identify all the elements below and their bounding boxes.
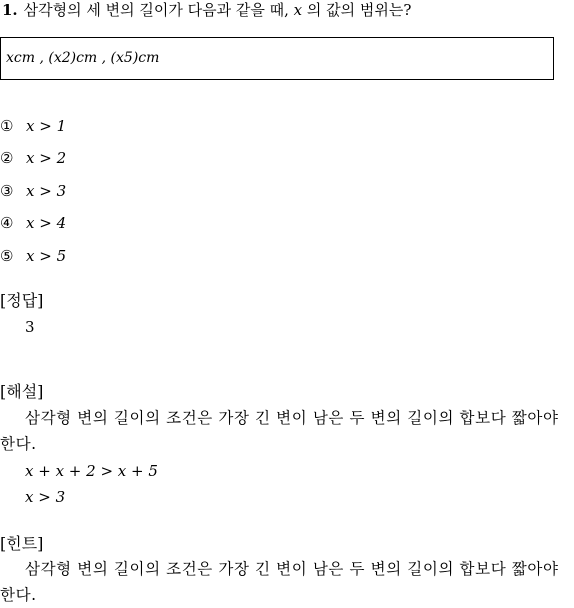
choice-1[interactable] [0, 116, 66, 136]
given-lengths-text: xcm , (x2)cm , (x5)cm [6, 50, 160, 66]
answer-label: [정답] [0, 291, 44, 310]
explanation-text: 삼각형 변의 길이의 조건은 가장 긴 변이 남은 두 변의 길이의 합보다 짧아야 한다. [0, 409, 559, 453]
choice-expression: x > 4 [26, 214, 67, 232]
choice-4[interactable] [0, 213, 66, 233]
question-variable: x [293, 1, 303, 19]
choice-marker: ④ [0, 214, 14, 232]
choice-marker: ② [0, 149, 14, 167]
hint-text: 삼각형 변의 길이의 조건은 가장 긴 변이 남은 두 변의 길이의 합보다 짧아야 한다. [0, 560, 559, 604]
choice-5[interactable] [0, 246, 66, 266]
choice-expression: x > 2 [26, 149, 67, 167]
given-lengths-box [0, 37, 554, 80]
choice-3[interactable] [0, 181, 66, 201]
choice-marker: ⑤ [0, 247, 14, 265]
choice-marker: ③ [0, 182, 14, 200]
explanation-label: [해설] [0, 382, 44, 401]
choice-expression: x > 3 [26, 182, 67, 200]
answer-value: 3 [25, 318, 35, 336]
hint-label: [힌트] [0, 534, 44, 553]
explanation-equation-1: x + x + 2 > x + 5 [25, 462, 158, 480]
question-text-after: 의 값의 범위는? [306, 1, 412, 19]
choice-2[interactable] [0, 148, 66, 168]
choice-expression: x > 1 [26, 117, 67, 135]
question-text-before: 삼각형의 세 변의 길이가 다음과 같을 때, [23, 1, 289, 19]
explanation-equation-2: x > 3 [25, 488, 66, 506]
question-number: 1. [2, 1, 18, 19]
question-stem [2, 0, 411, 20]
choice-expression: x > 5 [26, 247, 67, 265]
choice-marker: ① [0, 117, 14, 135]
